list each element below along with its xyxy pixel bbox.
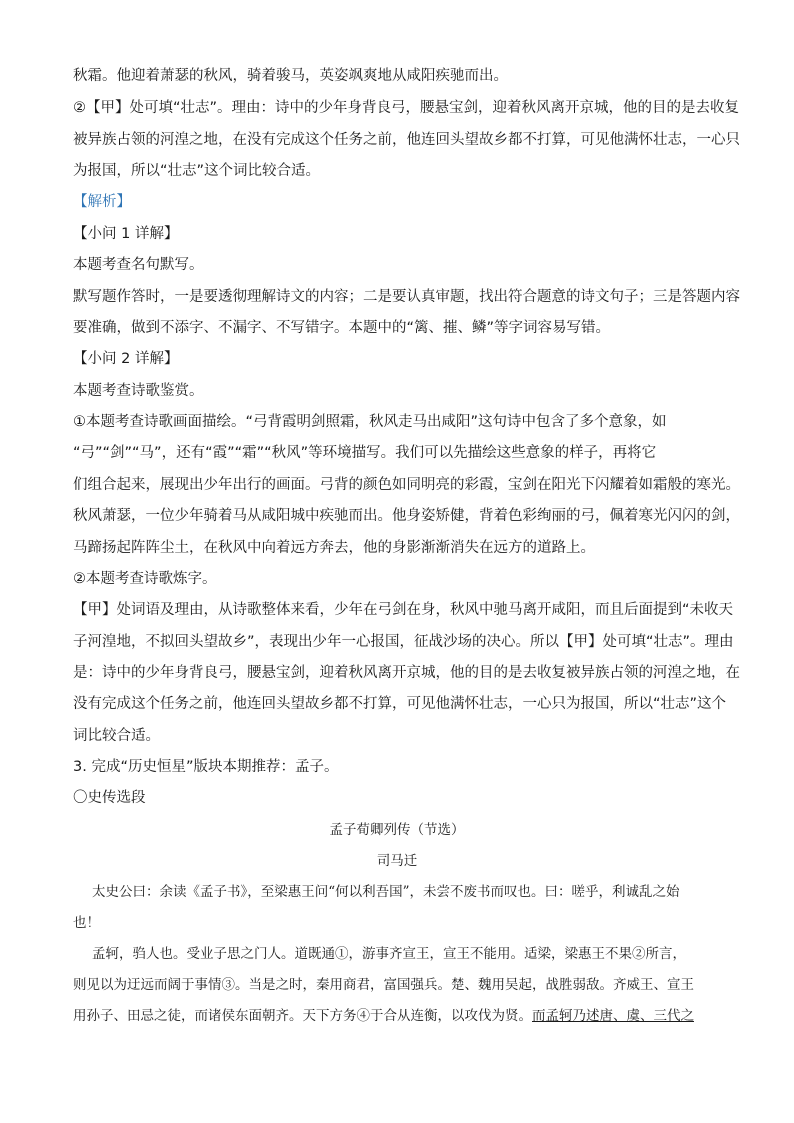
text-line: 马蹄扬起阵阵尘土，在秋风中向着远方奔去，他的身影渐渐消失在远方的道路上。: [73, 540, 595, 556]
passage-line: 则见以为迂远而阔于事情③。当是之时，秦用商君，富国强兵。楚、魏用吴起，战胜弱敌。齐威王、宣王: [73, 977, 694, 993]
passage-author: 司马迁: [376, 853, 418, 869]
passage-line-text: 用孙子、田忌之徒，而诸侯东面朝齐。天下方务④于合从连衡，以攻伐为贤。: [73, 1008, 532, 1024]
text-line: “弓”“剑”“马”，还有“霞”“霜”“秋风”等环境描写。我们可以先描绘这些意象的样子，再将它: [73, 445, 657, 461]
passage-line: 也！: [73, 915, 100, 931]
underlined-text: 而孟轲乃述唐、虞、三代之: [532, 1008, 694, 1024]
passage-line: 太史公曰：余读《孟子书》，至梁惠王问“何以利吾国”，未尝不废书而叹也。曰：嗟乎，利诚乱之始: [92, 884, 680, 900]
section-label: 〇史传选段: [73, 790, 146, 806]
passage-title: 孟子荀卿列传（节选）: [329, 822, 465, 838]
question-3: 3. 完成“历史恒星”版块本期推荐：孟子。: [73, 759, 339, 775]
text-line: 没有完成这个任务之前，他连回头望故乡都不打算，可见他满怀壮志，一心只为报国，所以“壮志”这个: [73, 696, 727, 712]
text-line: ②【甲】处可填“壮志”。理由：诗中的少年身背良弓，腰悬宝剑，迎着秋风离开京城，他的目的是去收复: [73, 100, 740, 116]
text-line: ②本题考查诗歌炼字。: [73, 571, 217, 587]
passage-line: 孟轲，驺人也。受业子思之门人。道既通①，游事齐宣王，宣王不能用。适梁，梁惠王不果②所言，: [92, 946, 686, 962]
text-line: 本题考查诗歌鉴赏。: [73, 383, 204, 399]
text-line: 默写题作答时，一是要透彻理解诗文的内容；二是要认真审题，找出符合题意的诗文句子；三是答题内容: [73, 289, 740, 305]
text-line: ①本题考查诗歌画面描绘。“弓背霞明剑照霜，秋风走马出咸阳”这句诗中包含了多个意象，如: [73, 414, 667, 430]
text-line: 们组合起来，展现出少年出行的画面。弓背的颜色如同明亮的彩霞，宝剑在阳光下闪耀着如霜般的寒光。: [73, 477, 740, 493]
passage-line: [73, 1006, 734, 1026]
text-line: 秋霜。他迎着萧瑟的秋风，骑着骏马，英姿飒爽地从咸阳疾驰而出。: [73, 68, 508, 84]
text-line: 是：诗中的少年身背良弓，腰悬宝剑，迎着秋风离开京城，他的目的是去收复被异族占领的河湟之地，在: [73, 665, 740, 681]
text-line: 要准确，做到不添字、不漏字、不写错字。本题中的“篱、摧、鳞”等字词容易写错。: [73, 320, 611, 336]
text-line: 被异族占领的河湟之地，在没有完成这个任务之前，他连回头望故乡都不打算，可见他满怀壮志，一心只: [73, 132, 740, 148]
subquestion-1-heading: 【小问 1 详解】: [73, 226, 179, 242]
text-line: 词比较合适。: [73, 728, 160, 744]
analysis-heading: 【解析】: [73, 194, 131, 210]
text-line: 为报国，所以“壮志”这个词比较合适。: [73, 163, 321, 179]
subquestion-2-heading: 【小问 2 详解】: [73, 351, 179, 367]
text-line: 【甲】处词语及理由，从诗歌整体来看，少年在弓剑在身，秋风中驰马离开咸阳，而且后面提到“未收天: [73, 602, 734, 618]
text-line: 本题考查名句默写。: [73, 257, 204, 273]
text-line: 秋风萧瑟，一位少年骑着马从咸阳城中疾驰而出。他身姿矫健，背着色彩绚丽的弓，佩着寒光闪闪的剑，: [73, 508, 740, 524]
text-line: 子河湟地，不拟回头望故乡”，表现出少年一心报国，征战沙场的决心。所以【甲】处可填“壮志”。理由: [73, 634, 734, 650]
